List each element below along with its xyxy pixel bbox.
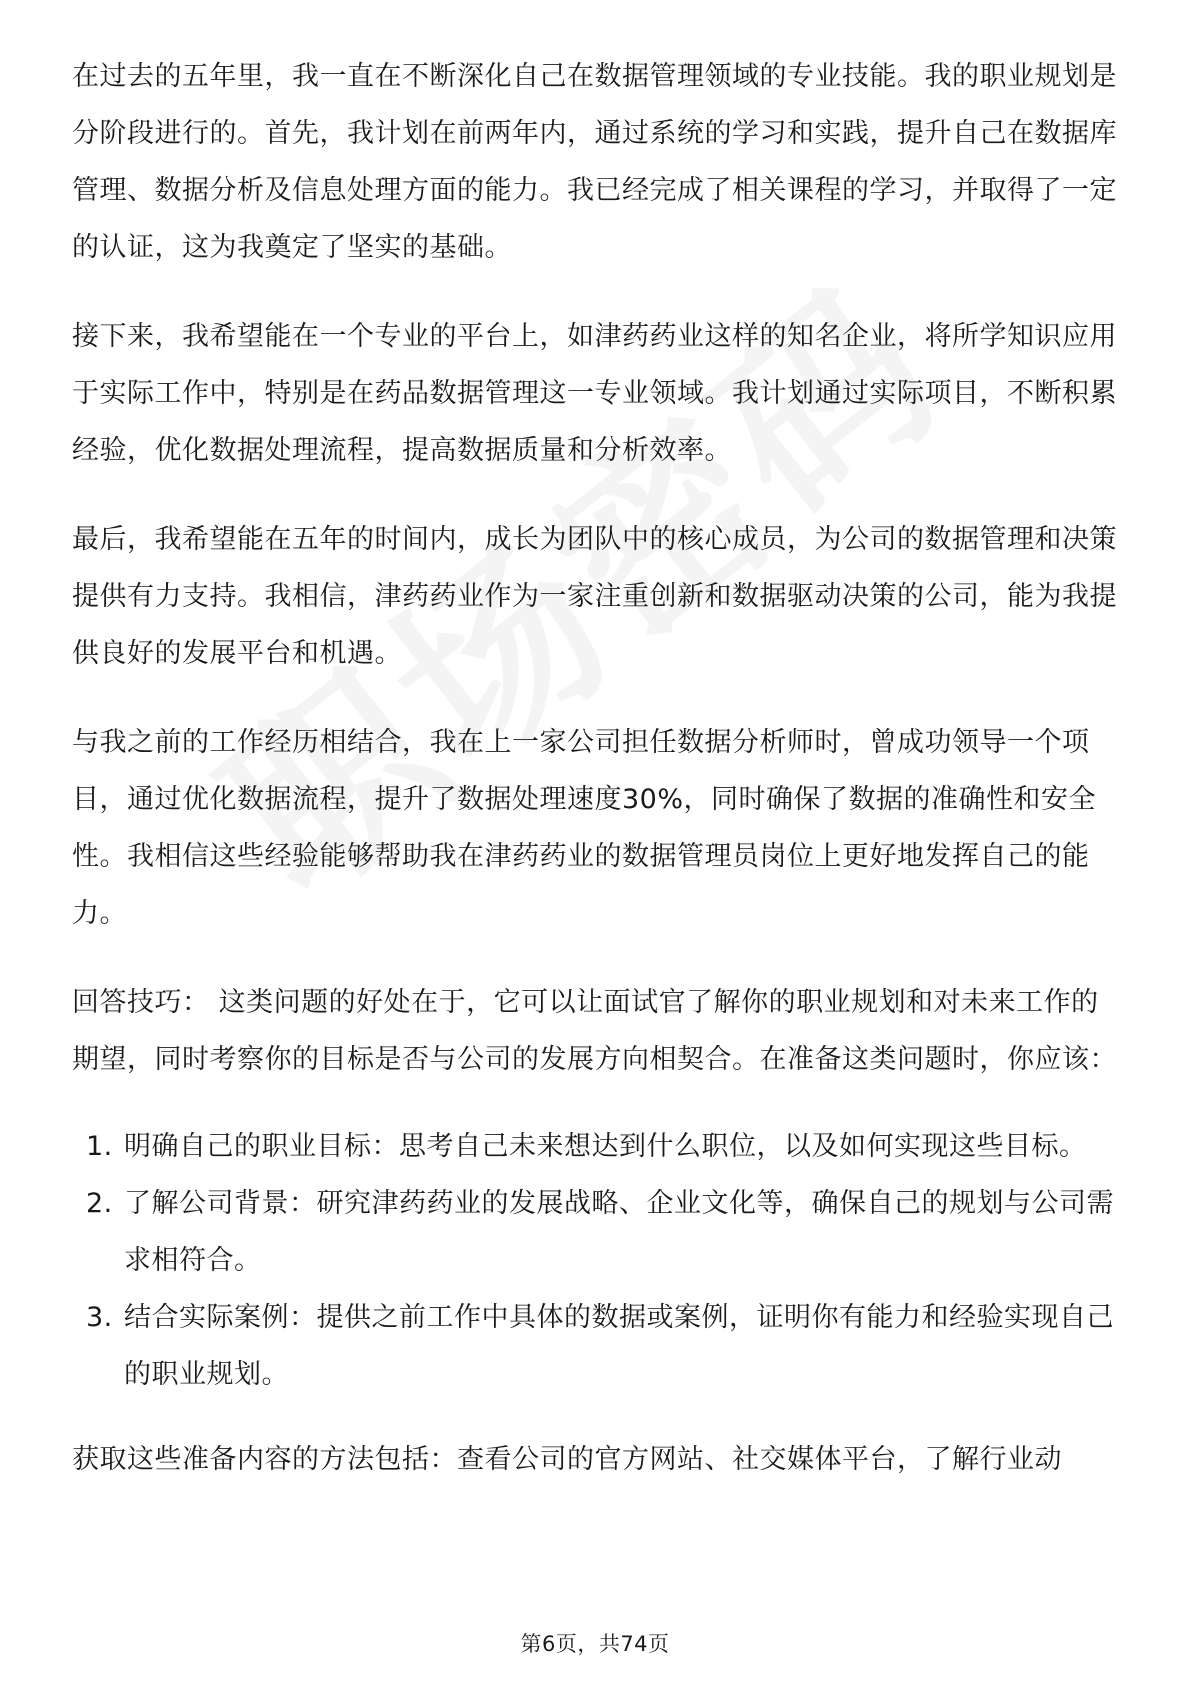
document-body (72, 48, 1122, 1520)
list-item (72, 1175, 1122, 1289)
list-item (72, 1118, 1122, 1175)
list-text: 了解公司背景：研究津药药业的发展战略、企业文化等，确保自己的规划与公司需求相符合。 (124, 1188, 1114, 1276)
page-number: 第6页，共74页 (520, 1632, 670, 1656)
list-number: 3. (86, 1302, 113, 1333)
paragraph-answer-tips: 回答技巧： 这类问题的好处在于，它可以让面试官了解你的职业规划和对未来工作的期望，同时考察你的目标是否与公司的发展方向相契合。在准备这类问题时，你应该： (72, 987, 1117, 1075)
paragraph-next-steps: 接下来，我希望能在一个专业的平台上，如津药药业这样的知名企业，将所学知识应用于实际工作中，特别是在药品数据管理这一专业领域。我计划通过实际项目，不断积累经验，优化数据处理流程，提高数据质量和分析效率。 (72, 321, 1117, 466)
list-item (72, 1289, 1122, 1403)
list-number: 2. (86, 1188, 113, 1219)
paragraph-career-plan: 在过去的五年里，我一直在不断深化自己在数据管理领域的专业技能。我的职业规划是分阶段进行的。首先，我计划在前两年内，通过系统的学习和实践，提升自己在数据库管理、数据分析及信息处理方面的能力。我已经完成了相关课程的学习，并取得了一定的认证，这为我奠定了坚实的基础。 (72, 61, 1117, 263)
paragraph-final-goal: 最后，我希望能在五年的时间内，成长为团队中的核心成员，为公司的数据管理和决策提供有力支持。我相信，津药药业作为一家注重创新和数据驱动决策的公司，能为我提供良好的发展平台和机遇。 (72, 524, 1117, 669)
list-text: 结合实际案例：提供之前工作中具体的数据或案例，证明你有能力和经验实现自己的职业规划。 (124, 1302, 1114, 1390)
paragraph-experience: 与我之前的工作经历相结合，我在上一家公司担任数据分析师时，曾成功领导一个项目，通过优化数据流程，提升了数据处理速度30%，同时确保了数据的准确性和安全性。我相信这些经验能够帮助我在津药药业的数据管理员岗位上更好地发挥自己的能力。 (72, 727, 1097, 929)
list-number: 1. (86, 1131, 113, 1162)
list-text: 明确自己的职业目标：思考自己未来想达到什么职位，以及如何实现这些目标。 (124, 1131, 1087, 1162)
paragraph-closing: 获取这些准备内容的方法包括：查看公司的官方网站、社交媒体平台，了解行业动 (72, 1444, 1062, 1475)
tips-list (72, 1118, 1122, 1403)
